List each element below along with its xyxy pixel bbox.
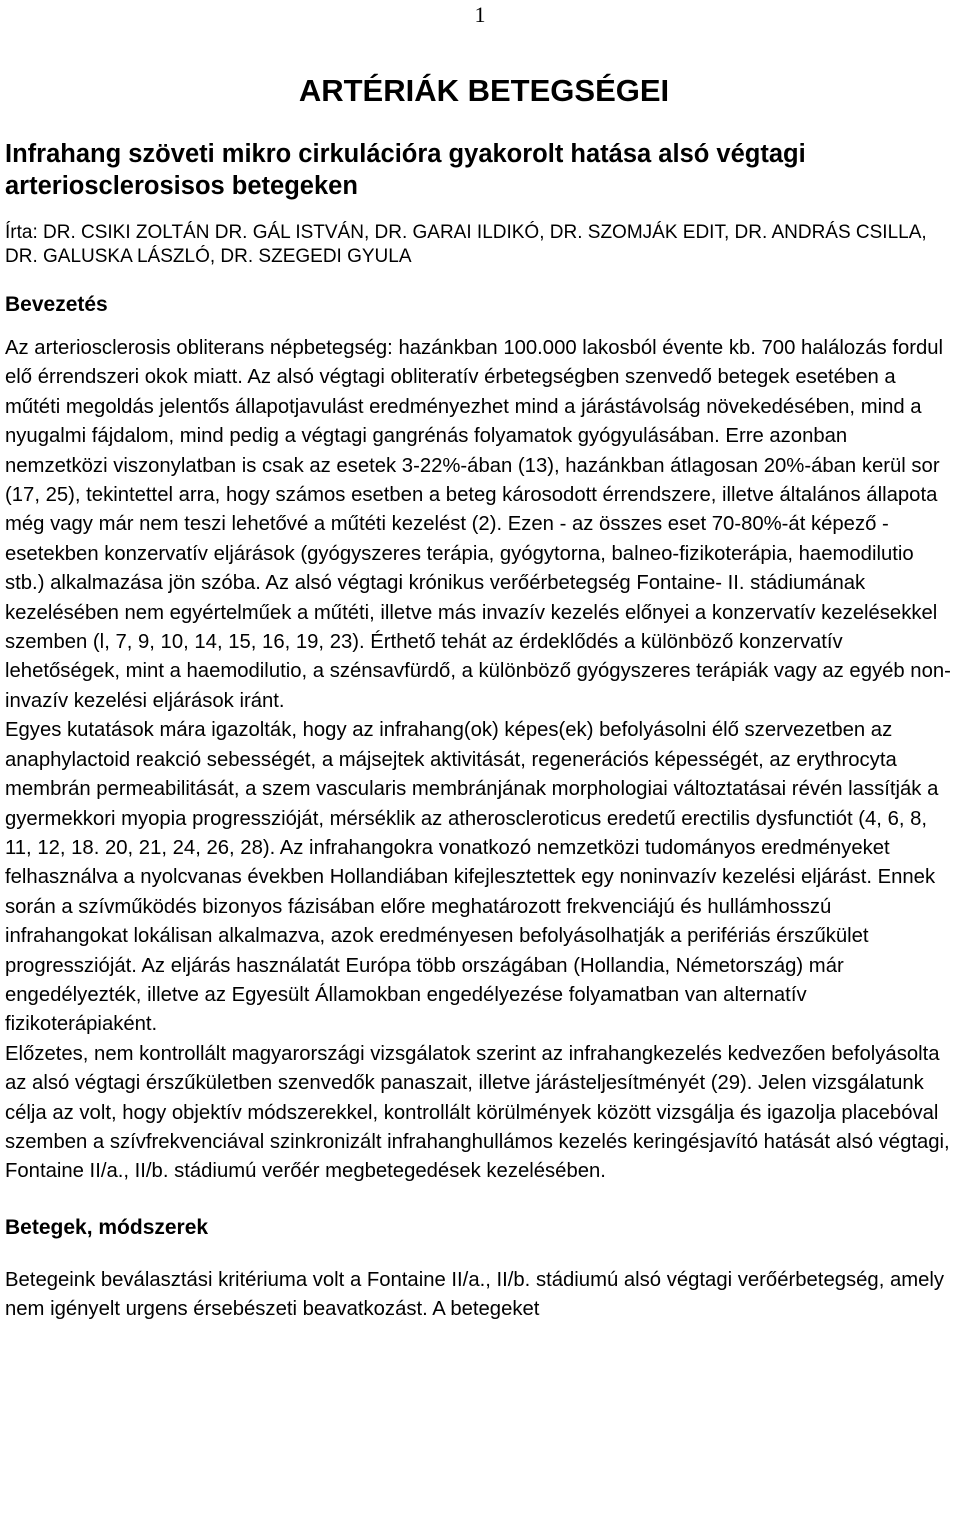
section-heading-introduction: Bevezetés [5,293,108,316]
paragraph: Betegeink beválasztási kritériuma volt a Fontaine II/a., II/b. stádiumú alsó végtagi verőérbetegség, amely nem igényelt urgens érsebészeti beavatkozást. A betegeket [5,1268,945,1321]
section-heading-methods: Betegek, módszerek [5,1215,209,1239]
author-list: Írta: DR. CSIKI ZOLTÁN DR. GÁL ISTVÁN, DR. GARAI ILDIKÓ, DR. SZOMJÁK EDIT, DR. ANDRÁS CSILLA, DR. GALUSKA LÁSZLÓ, DR. SZEGEDI GYULA [5,222,927,267]
paragraph: Az arteriosclerosis obliterans népbetegség: hazánkban 100.000 lakosból évente kb. 700 halálozás fordul elő érrendszeri okok miatt. Az alsó végtagi obliteratív érbetegségben szenvedő betegek esetében a műtéti megoldás jelentős állapotjavulást eredményezhet mind a járástávolság növekedésében, mind a nyugalmi fájdalom, mind pedig a végtagi gangrénás folyamatok gyógyulásában. Erre azonban nemzetközi viszonylatban is csak az esetek 3-22%-ában (13), hazánkban átlagosan 20%-ában kerül sor (17, 25), tekintettel arra, hogy számos esetben a beteg károsodott érrendszere, illetve általános állapota még vagy már nem teszi lehetővé a műtéti kezelést (2). Ezen - az összes eset 70-80%-át képező - esetekben konzervatív eljárások (gyógyszeres terápia, gyógytorna, balneo-fizikoterápia, haemodilutio stb.) alkalmazása jön szóba. Az alsó végtagi krónikus verőérbetegség Fontaine- II. stádiumának kezelésében nem egyértelműek a műtéti, illetve más invazív kezelés előnyei a konzervatív kezelésekkel szemben (l, 7, 9, 10, 14, 15, 16, 19, 23). Érthető tehát az érdeklődés a különböző konzervatív lehetőségek, mint a haemodilutio, a szénsavfürdő, a különböző gyógyszeres terápiák vagy az egyéb non-invazív kezelési eljárások iránt. [5,337,951,712]
paragraph: Egyes kutatások mára igazolták, hogy az infrahang(ok) képes(ek) befolyásolni élő szervezetben az anaphylactoid reakció sebességét, a májsejtek aktivitását, regenerációs képességét, az erythrocyta membrán permeabilitását, a szem vascularis membránjának morphologiai változtatásai révén lassítják a gyermekkori myopia progresszióját, mérséklik az atheroscleroticus eredetű erectilis dysfunctiót (4, 6, 8, 11, 12, 18. 20, 21, 24, 26, 28). Az infrahangokra vonatkozó nemzetközi tudományos eredményeket felhasználva a nyolcvanas években Hollandiában kifejlesztettek egy noninvazív kezelési eljárást. Ennek során a szívműködés bizonyos fázisában előre meghatározott frekvenciájú és hullámhosszú infrahangokat lokálisan alkalmazva, azok eredményesen befolyásolhatják a perifériás érszűkület progresszióját. Az eljárás használatát Európa több országában (Hollandia, Németország) már engedélyezték, illetve az Egyesült Államokban engedélyezése folyamatban van alternatív fizikoterápiaként. [5,719,939,1036]
page-number: 1 [474,2,486,27]
article-subtitle: Infrahang szöveti mikro cirkulációra gyakorolt hatása alsó végtagi arteriosclerosisos betegeken [5,140,806,200]
paragraph: Előzetes, nem kontrollált magyarországi vizsgálatok szerint az infrahangkezelés kedvezően befolyásolta az alsó végtagi érszűkületben szenvedők panaszait, illetve járásteljesítményét (29). Jelen vizsgálatunk célja az volt, hogy objektív módszerekkel, kontrollált körülmények között vizsgálja és igazolja placebóval szemben a szívfrekvenciával szinkronizált infrahanghullámos kezelés keringésjavító hatását alsó végtagi, Fontaine II/a., II/b. stádiumú verőér megbetegedések kezelésében. [5,1042,950,1183]
article-body [5,72,955,1325]
article-title: ARTÉRIÁK BETEGSÉGEI [298,73,670,108]
